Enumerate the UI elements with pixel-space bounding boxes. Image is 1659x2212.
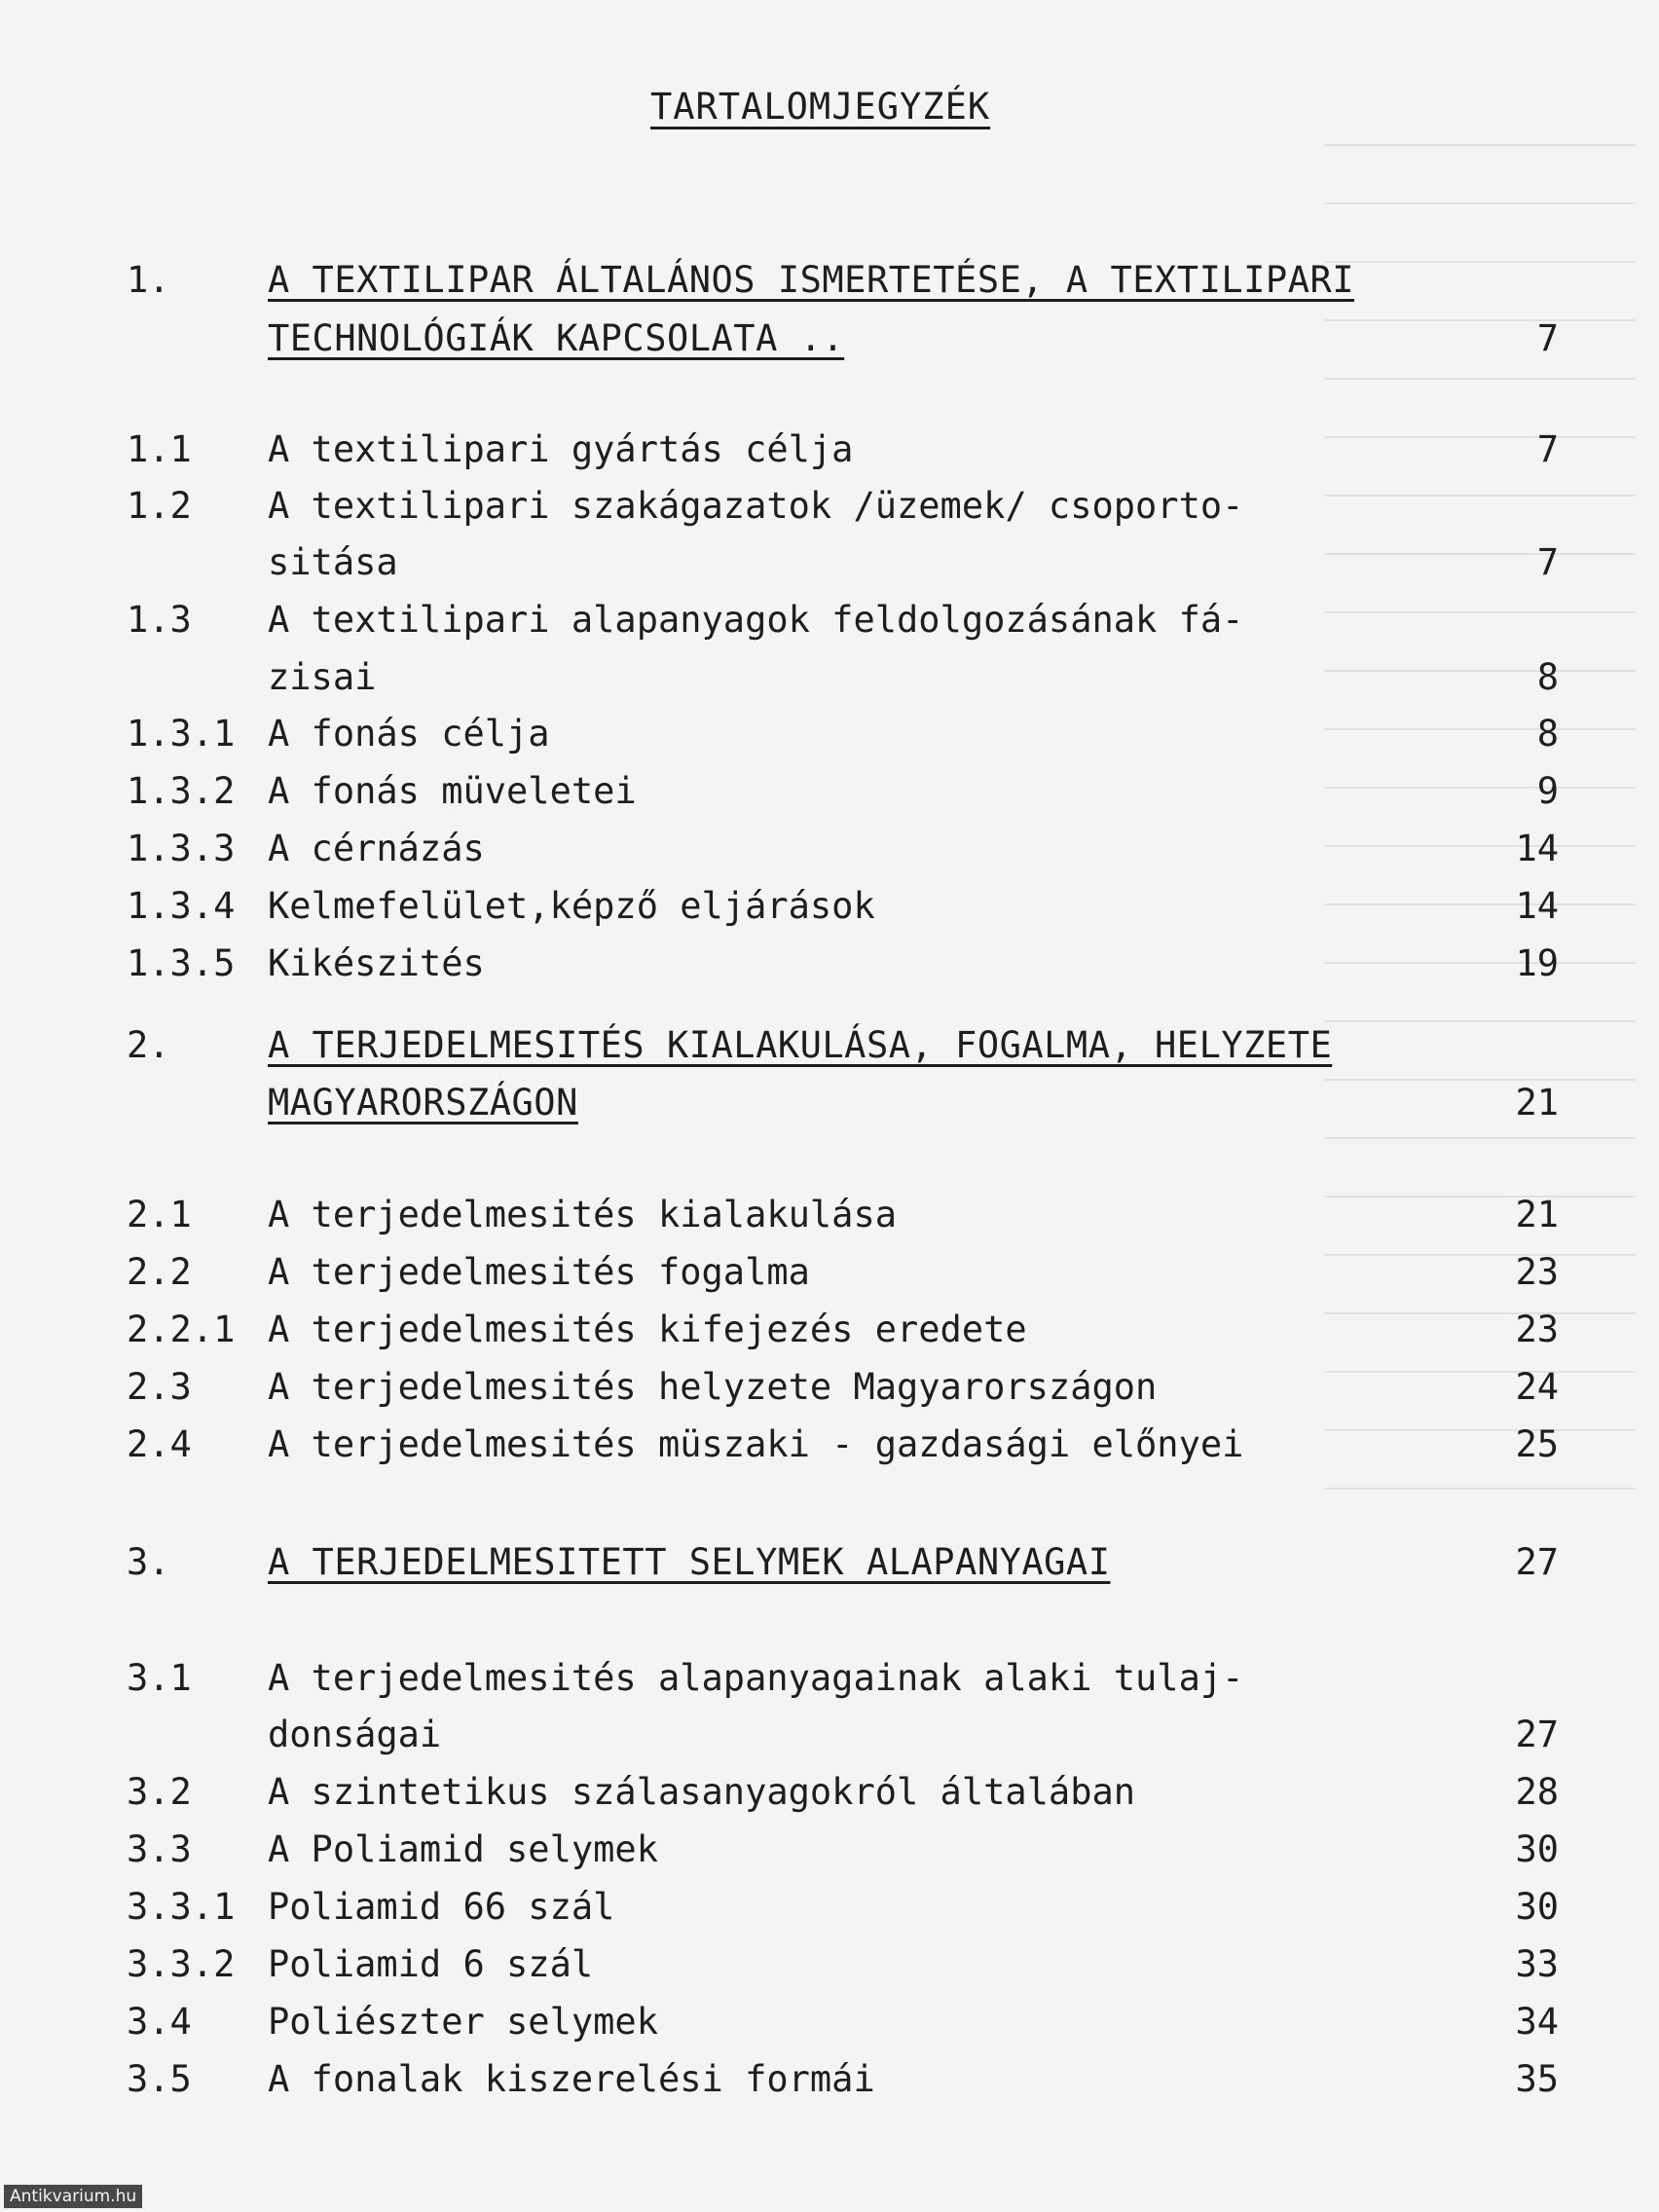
toc-page: 35: [1515, 2058, 1559, 2100]
toc-text: Poliészter selymek: [268, 2001, 658, 2043]
toc-text: zisai: [268, 656, 377, 698]
toc-number: 3.3.2: [127, 1943, 236, 1985]
toc-number: 1.2: [127, 485, 192, 527]
toc-text: donságai: [268, 1714, 442, 1755]
toc-text: A terjedelmesités helyzete Magyarországon: [268, 1366, 1158, 1408]
toc-number: 3.1: [127, 1657, 192, 1699]
toc-page: 9: [1536, 770, 1559, 812]
toc-page: 7: [1536, 428, 1559, 470]
toc-text: A TERJEDELMESITETT SELYMEK ALAPANYAGAI: [268, 1541, 1111, 1583]
toc-number: 1.3.4: [127, 885, 236, 927]
toc-number: 2.2.1: [127, 1309, 236, 1350]
toc-number: 1.3.2: [127, 770, 236, 812]
toc-entry: [0, 1878, 1659, 1936]
toc-number: 2.2: [127, 1251, 192, 1293]
toc-entry-chapter-1: [0, 251, 1659, 310]
toc-entry-chapter-2-cont: [0, 1074, 1659, 1132]
toc-page: 19: [1515, 942, 1559, 984]
toc-page: 21: [1515, 1194, 1559, 1235]
toc-number: 3.2: [127, 1771, 192, 1813]
toc-page: 30: [1515, 1886, 1559, 1928]
page-title: TARTALOMJEGYZÉK: [650, 86, 991, 128]
toc-entry: [0, 2050, 1659, 2109]
toc-text: A terjedelmesités kifejezés eredete: [268, 1309, 1027, 1350]
toc-number: 1.: [127, 259, 170, 301]
toc-page: 7: [1536, 317, 1559, 359]
toc-page: 8: [1536, 656, 1559, 698]
toc-entry: [0, 1821, 1659, 1879]
toc-entry: [0, 1243, 1659, 1302]
toc-page: 14: [1515, 828, 1559, 869]
toc-entry: [0, 648, 1659, 707]
toc-entry: [0, 534, 1659, 592]
toc-text: sitása: [268, 541, 398, 583]
toc-text: Poliamid 6 szál: [268, 1943, 594, 1985]
toc-number: 3.5: [127, 2058, 192, 2100]
toc-entry: [0, 762, 1659, 821]
toc-entry: [0, 1763, 1659, 1822]
toc-text: Kelmefelület,képző eljárások: [268, 885, 875, 927]
toc-text: Kikészités: [268, 942, 485, 984]
toc-number: 1.3: [127, 599, 192, 641]
toc-number: 3.3: [127, 1828, 192, 1870]
toc-text: A szintetikus szálasanyagokról általában: [268, 1771, 1136, 1813]
toc-page: 27: [1515, 1541, 1559, 1583]
toc-page: 23: [1515, 1251, 1559, 1293]
toc-entry: [0, 1649, 1659, 1708]
toc-entry: [0, 877, 1659, 936]
toc-text: A textilipari gyártás célja: [268, 428, 854, 470]
toc-text: A terjedelmesités kialakulása: [268, 1194, 898, 1235]
toc-page: 27: [1515, 1714, 1559, 1755]
toc-entry: [0, 1993, 1659, 2051]
toc-page: 28: [1515, 1771, 1559, 1813]
toc-page: 34: [1515, 2001, 1559, 2043]
toc-page: 8: [1536, 713, 1559, 755]
toc-text: A fonás müveletei: [268, 770, 637, 812]
toc-text: TECHNOLÓGIÁK KAPCSOLATA ..: [268, 317, 845, 359]
toc-text: A fonalak kiszerelési formái: [268, 2058, 875, 2100]
toc-entry: [0, 1301, 1659, 1359]
toc-page: 25: [1515, 1423, 1559, 1465]
toc-entry: [0, 421, 1659, 479]
toc-text: A TERJEDELMESITÉS KIALAKULÁSA, FOGALMA, HELYZETE: [268, 1024, 1333, 1066]
toc-entry-chapter-3: [0, 1533, 1659, 1592]
toc-number: 1.3.1: [127, 713, 236, 755]
toc-number: 3.3.1: [127, 1886, 236, 1928]
toc-page: 21: [1515, 1082, 1559, 1124]
toc-number: 1.1: [127, 428, 192, 470]
toc-entry: [0, 705, 1659, 763]
toc-number: 1.3.5: [127, 942, 236, 984]
toc-page: 23: [1515, 1309, 1559, 1350]
toc-text: A textilipari szakágazatok /üzemek/ csoporto-: [268, 485, 1244, 527]
toc-text: A cérnázás: [268, 828, 485, 869]
toc-text: A fonás célja: [268, 713, 550, 755]
toc-number: 3.: [127, 1541, 170, 1583]
toc-page: 7: [1536, 541, 1559, 583]
toc-entry: [0, 1358, 1659, 1417]
toc-text: A terjedelmesités müszaki - gazdasági előnyei: [268, 1423, 1244, 1465]
toc-number: 2.1: [127, 1194, 192, 1235]
toc-entry: [0, 477, 1659, 535]
toc-number: 2.: [127, 1024, 170, 1066]
toc-text: A textilipari alapanyagok feldolgozásának fá-: [268, 599, 1244, 641]
toc-entry: [0, 1936, 1659, 1994]
toc-text: A terjedelmesités alapanyagainak alaki tulaj-: [268, 1657, 1244, 1699]
toc-text: A Poliamid selymek: [268, 1828, 658, 1870]
toc-page: 30: [1515, 1828, 1559, 1870]
toc-entry-chapter-1-cont: [0, 310, 1659, 368]
toc-number: 2.4: [127, 1423, 192, 1465]
toc-text: Poliamid 66 szál: [268, 1886, 615, 1928]
toc-entry: [0, 1416, 1659, 1474]
toc-entry: [0, 1186, 1659, 1244]
toc-text: A TEXTILIPAR ÁLTALÁNOS ISMERTETÉSE, A TEXTILIPARI: [268, 259, 1355, 301]
toc-entry-chapter-2: [0, 1016, 1659, 1075]
toc-entry: [0, 935, 1659, 993]
toc-page: 14: [1515, 885, 1559, 927]
toc-entry: [0, 591, 1659, 649]
toc-entry: [0, 1706, 1659, 1764]
toc-number: 2.3: [127, 1366, 192, 1408]
toc-page: 33: [1515, 1943, 1559, 1985]
toc-entry: [0, 820, 1659, 878]
toc-page: 24: [1515, 1366, 1559, 1408]
toc-text: MAGYARORSZÁGON: [268, 1082, 578, 1124]
toc-number: 3.4: [127, 2001, 192, 2043]
toc-text: A terjedelmesités fogalma: [268, 1251, 810, 1293]
source-watermark: Antikvarium.hu: [4, 2185, 142, 2208]
toc-number: 1.3.3: [127, 828, 236, 869]
